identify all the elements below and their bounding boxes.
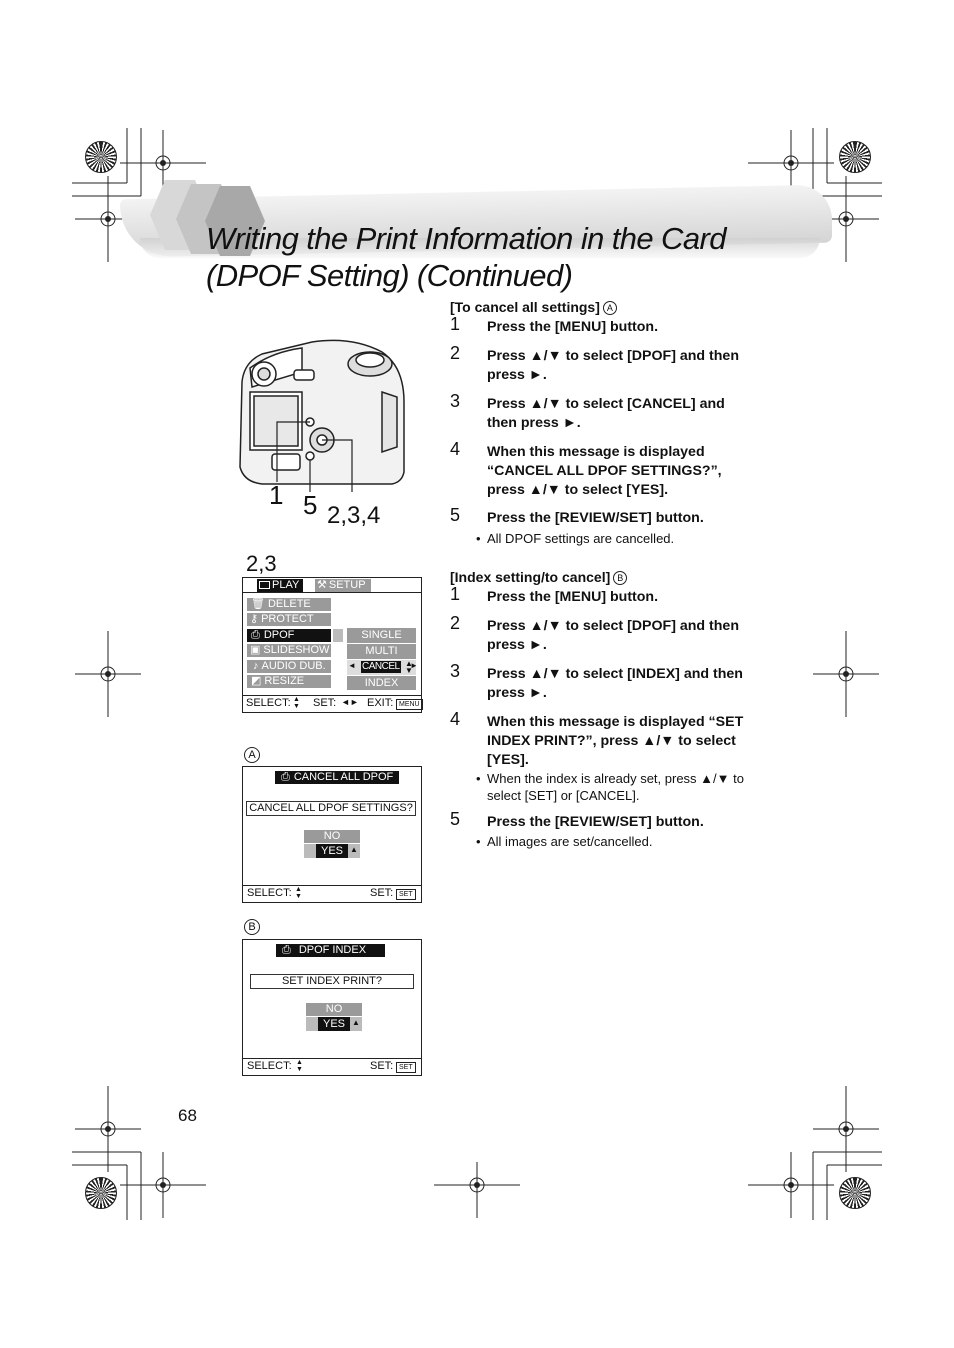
step-number: 3 (450, 661, 461, 681)
step-text: Press ▲/▼ to select [INDEX] and then press ►. (487, 666, 743, 701)
set-label: SET: (370, 887, 394, 899)
section-cancel-heading-text: [To cancel all settings] (450, 299, 600, 315)
menu-item-label: PROTECT (261, 613, 314, 625)
microphone-icon: ♪ (253, 660, 259, 672)
index-step-4 (450, 709, 750, 770)
screen-a-footer (243, 885, 421, 902)
callout-5: 5 (303, 490, 318, 520)
menu-item-protect (247, 613, 331, 626)
step-text: Press ▲/▼ to select [DPOF] and then press ►. (487, 618, 739, 653)
screen-b-footer (243, 1058, 421, 1075)
step-number: 4 (450, 439, 461, 459)
section-cancel-heading (450, 299, 617, 315)
index-step-1 (450, 584, 760, 607)
up-arrow-icon: ▲ (350, 845, 358, 854)
screen-b (242, 939, 422, 1076)
screen-a-header (275, 771, 399, 784)
page-title-line-2: (DPOF Setting) (Continued) (206, 258, 573, 293)
screen-b-header-text: DPOF INDEX (298, 944, 367, 956)
step-text: Press the [REVIEW/SET] button. (487, 510, 704, 526)
screen-b-header (276, 944, 385, 957)
up-down-icon: ▲ ▼ (293, 696, 300, 710)
option-yes: YES (318, 1017, 350, 1031)
index-step-5 (450, 809, 760, 832)
screen-menu (242, 577, 422, 713)
step-number: 5 (450, 505, 461, 525)
page-title (206, 220, 726, 294)
up-down-icon: ▲ ▼ (296, 1059, 303, 1073)
cancel-step-5 (450, 505, 760, 528)
index-note-5: • All images are set/cancelled. (476, 833, 756, 850)
screen-menu-label: 2,3 (246, 551, 277, 576)
menu-item-delete (247, 598, 331, 611)
slideshow-icon: ▣ (250, 644, 261, 656)
cancel-step-4 (450, 439, 750, 500)
up-down-icon: ▲ ▼ (295, 886, 302, 900)
callout-2-3-4: 2,3,4 (327, 502, 381, 529)
menu-item-label: SLIDESHOW (263, 644, 330, 656)
step-text: Press the [REVIEW/SET] button. (487, 814, 704, 830)
menu-item-label: DPOF (263, 629, 295, 641)
step-number: 1 (450, 314, 461, 334)
cancel-step-1 (450, 314, 760, 337)
page-title-line-1: Writing the Print Information in the Card (206, 221, 726, 256)
select-label: SELECT: (247, 887, 292, 899)
note-text: All DPOF settings are cancelled. (487, 531, 675, 546)
screen-a-marker: A (244, 747, 260, 763)
step-text: When this message is displayed “SET INDEX PRINT?”, press ▲/▼ to select [YES]. (487, 714, 744, 768)
cancel-step-2 (450, 343, 750, 385)
trash-icon: 🗑 (251, 598, 265, 610)
tab-setup (315, 579, 371, 592)
left-right-icon: ◄► (341, 697, 359, 707)
option-single: SINGLE (347, 628, 416, 643)
set-label: SET: (313, 697, 337, 709)
tab-play-label: PLAY (272, 579, 300, 591)
option-cancel-row (347, 660, 416, 675)
menu-item-label: DELETE (267, 598, 311, 610)
screen-a-question: CANCEL ALL DPOF SETTINGS? (246, 801, 416, 816)
tab-play (257, 579, 303, 592)
step-text: Press ▲/▼ to select [DPOF] and then press ►. (487, 348, 739, 383)
menu-item-resize (247, 675, 331, 688)
left-arrow-icon: ◄ (348, 661, 356, 670)
index-step-2 (450, 613, 750, 655)
index-note-4: • When the index is already set, press ▲/▼ to select [SET] or [CANCEL]. (476, 771, 744, 803)
up-down-arrow-icon: ▲ ▼ (405, 659, 413, 675)
step-number: 4 (450, 709, 461, 729)
select-label: SELECT: (247, 1060, 292, 1072)
screen-a (242, 766, 422, 903)
menu-badge: MENU (396, 699, 423, 710)
step-number: 2 (450, 613, 461, 633)
camera-illustration (232, 332, 412, 502)
menu-item-slideshow (247, 644, 331, 657)
resize-icon: ◩ (251, 675, 262, 687)
option-cancel: CANCEL (362, 661, 400, 672)
menu-item-label: AUDIO DUB. (261, 660, 326, 672)
menu-item-dpof (247, 629, 331, 642)
menu-item-audio-dub (247, 660, 331, 673)
exit-label: EXIT: (367, 697, 394, 709)
step-number: 3 (450, 391, 461, 411)
dpof-icon: ⎙ (251, 629, 260, 641)
screen-menu-footer (243, 695, 421, 712)
tab-setup-label: SETUP (328, 579, 366, 591)
section-index-heading (450, 569, 627, 585)
option-yes-row (306, 1017, 362, 1031)
set-label: SET: (370, 1060, 394, 1072)
screen-b-question: SET INDEX PRINT? (250, 974, 414, 989)
wrench-icon: ⚒ (317, 579, 327, 591)
play-tab-icon (259, 581, 270, 589)
dpof-icon: ⎙ (282, 944, 291, 956)
set-badge: SET (396, 889, 416, 900)
section-index-heading-text: [Index setting/to cancel] (450, 569, 611, 585)
option-yes-row (304, 844, 360, 858)
note-text: When the index is already set, press ▲/▼ to select [SET] or [CANCEL]. (487, 771, 744, 803)
menu-item-label: RESIZE (264, 675, 305, 687)
dpof-icon: ⎙ (281, 771, 290, 783)
screen-b-marker: B (244, 919, 260, 935)
step-text: When this message is displayed “CANCEL ALL DPOF SETTINGS?”, press ▲/▼ to select [YES]. (487, 444, 722, 498)
callout-1: 1 (269, 480, 284, 510)
cancel-note: • All DPOF settings are cancelled. (476, 530, 756, 547)
cancel-step-3 (450, 391, 750, 433)
index-step-3 (450, 661, 750, 703)
menu-connector (333, 629, 343, 642)
step-number: 2 (450, 343, 461, 363)
step-text: Press ▲/▼ to select [CANCEL] and then press ►. (487, 396, 725, 431)
option-index: INDEX (347, 676, 416, 690)
section-cancel-marker: A (603, 301, 617, 315)
option-yes: YES (316, 844, 348, 858)
option-no: NO (306, 1003, 362, 1016)
option-no: NO (304, 830, 360, 843)
screen-a-header-text: CANCEL ALL DPOF (293, 771, 394, 783)
page-number: 68 (178, 1106, 197, 1125)
section-index-marker: B (613, 571, 627, 585)
step-text: Press the [MENU] button. (487, 589, 659, 605)
option-multi: MULTI (347, 644, 416, 659)
step-text: Press the [MENU] button. (487, 319, 659, 335)
note-text: All images are set/cancelled. (487, 834, 653, 849)
key-icon: ⚷ (250, 613, 259, 625)
step-number: 5 (450, 809, 461, 829)
select-label: SELECT: (246, 697, 291, 709)
set-badge: SET (396, 1062, 416, 1073)
right-arrow-icon: ► (410, 661, 418, 670)
up-arrow-icon: ▲ (352, 1018, 360, 1027)
step-number: 1 (450, 584, 461, 604)
